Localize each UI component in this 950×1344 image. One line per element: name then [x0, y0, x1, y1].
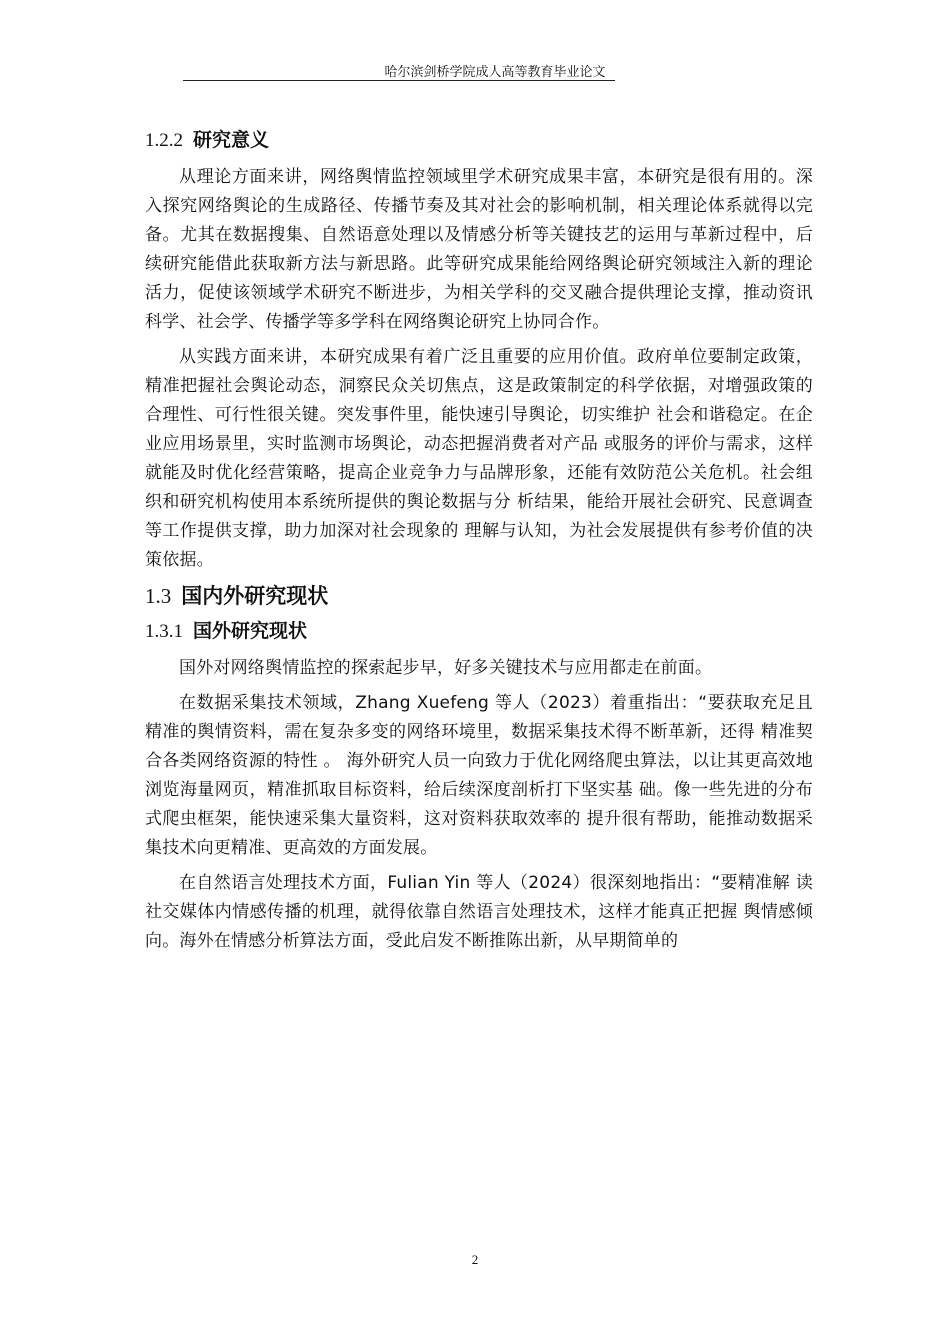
section-heading-1-3 — [145, 581, 813, 611]
section-number: 1.2.2 — [145, 130, 183, 151]
section-heading-1-3-1 — [145, 617, 813, 646]
paragraph-data-collection: 在数据采集技术领域，Zhang Xuefeng 等人（2023）着重指出：“要获取充足且 精准的舆情资料，需在复杂多变的网络环境里，数据采集技术得不断革新，还得 精准契合各类网络资源的特性 。 海外研究人员一向致力于优化网络爬虫算法，以让其更高效地浏览海量网页，精准抓取目标资料，给后续深度剖析打下坚实基 础。像一些先进的分布式爬虫框架，能快速采集大量资料，这对资料获取效率的 提升很有帮助，能推动数据采集技术向更精准、更高效的方面发展。 — [145, 693, 813, 858]
section-number: 1.3.1 — [145, 621, 183, 642]
paragraph-theory: 从理论方面来讲，网络舆情监控领域里学术研究成果丰富，本研究是很有用的。深入探究网络舆论的生成路径、传播节奏及其对社会的影响机制，相关理论体系就得以完备。尤其在数据搜集、自然语意处理以及情感分析等关键技艺的运用与革新过程中，后续研究能借此获取新方法与新思路。此等研究成果能给网络舆论研究领域注入新的理论活力，促使该领域学术研究不断进步，为相关学科的交叉融合提供理论支撑，推动资讯科学、社会学、传播学等多学科在网络舆论研究上协同合作。 — [145, 167, 813, 332]
section-heading-1-2-2 — [145, 126, 813, 155]
paragraph-overview: 国外对网络舆情监控的探索起步早，好多关键技术与应用都走在前面。 — [179, 658, 713, 678]
header-rule — [183, 80, 615, 81]
section-title: 研究意义 — [193, 129, 270, 151]
section-title: 国内外研究现状 — [181, 584, 329, 608]
section-number: 1.3 — [145, 584, 172, 608]
section-title: 国外研究现状 — [193, 620, 308, 642]
paragraph-practice: 从实践方面来讲，本研究成果有着广泛且重要的应用价值。政府单位要制定政策，精准把握社会舆论动态，洞察民众关切焦点，这是政策制定的科学依据，对增强政策的合理性、可行性很关键。突发事件里，能快速引导舆论，切实维护 社会和谐稳定。在企业应用场景里，实时监测市场舆论，动态把握消费者对产品 或服务的评价与需求，这样就能及时优化经营策略，提高企业竞争力与品牌形象，还能有效防范公关危机。社会组织和研究机构使用本系统所提供的舆论数据与分 析结果，能给开展社会研究、民意调查等工作提供支撑，助力加深对社会现象的 理解与认知，为社会发展提供有参考价值的决策依据。 — [145, 347, 813, 570]
paragraph-nlp: 在自然语言处理技术方面，Fulian Yin 等人（2024）很深刻地指出：“要精准解 读社交媒体内情感传播的机理，就得依靠自然语言处理技术，这样才能真正把握 舆情感倾向。海外在情感分析算法方面，受此启发不断推陈出新，从早期简单的 — [145, 873, 813, 951]
running-header: 哈尔滨剑桥学院成人高等教育毕业论文 — [384, 65, 606, 80]
page-content — [145, 126, 813, 962]
page-number: 2 — [471, 1252, 479, 1267]
